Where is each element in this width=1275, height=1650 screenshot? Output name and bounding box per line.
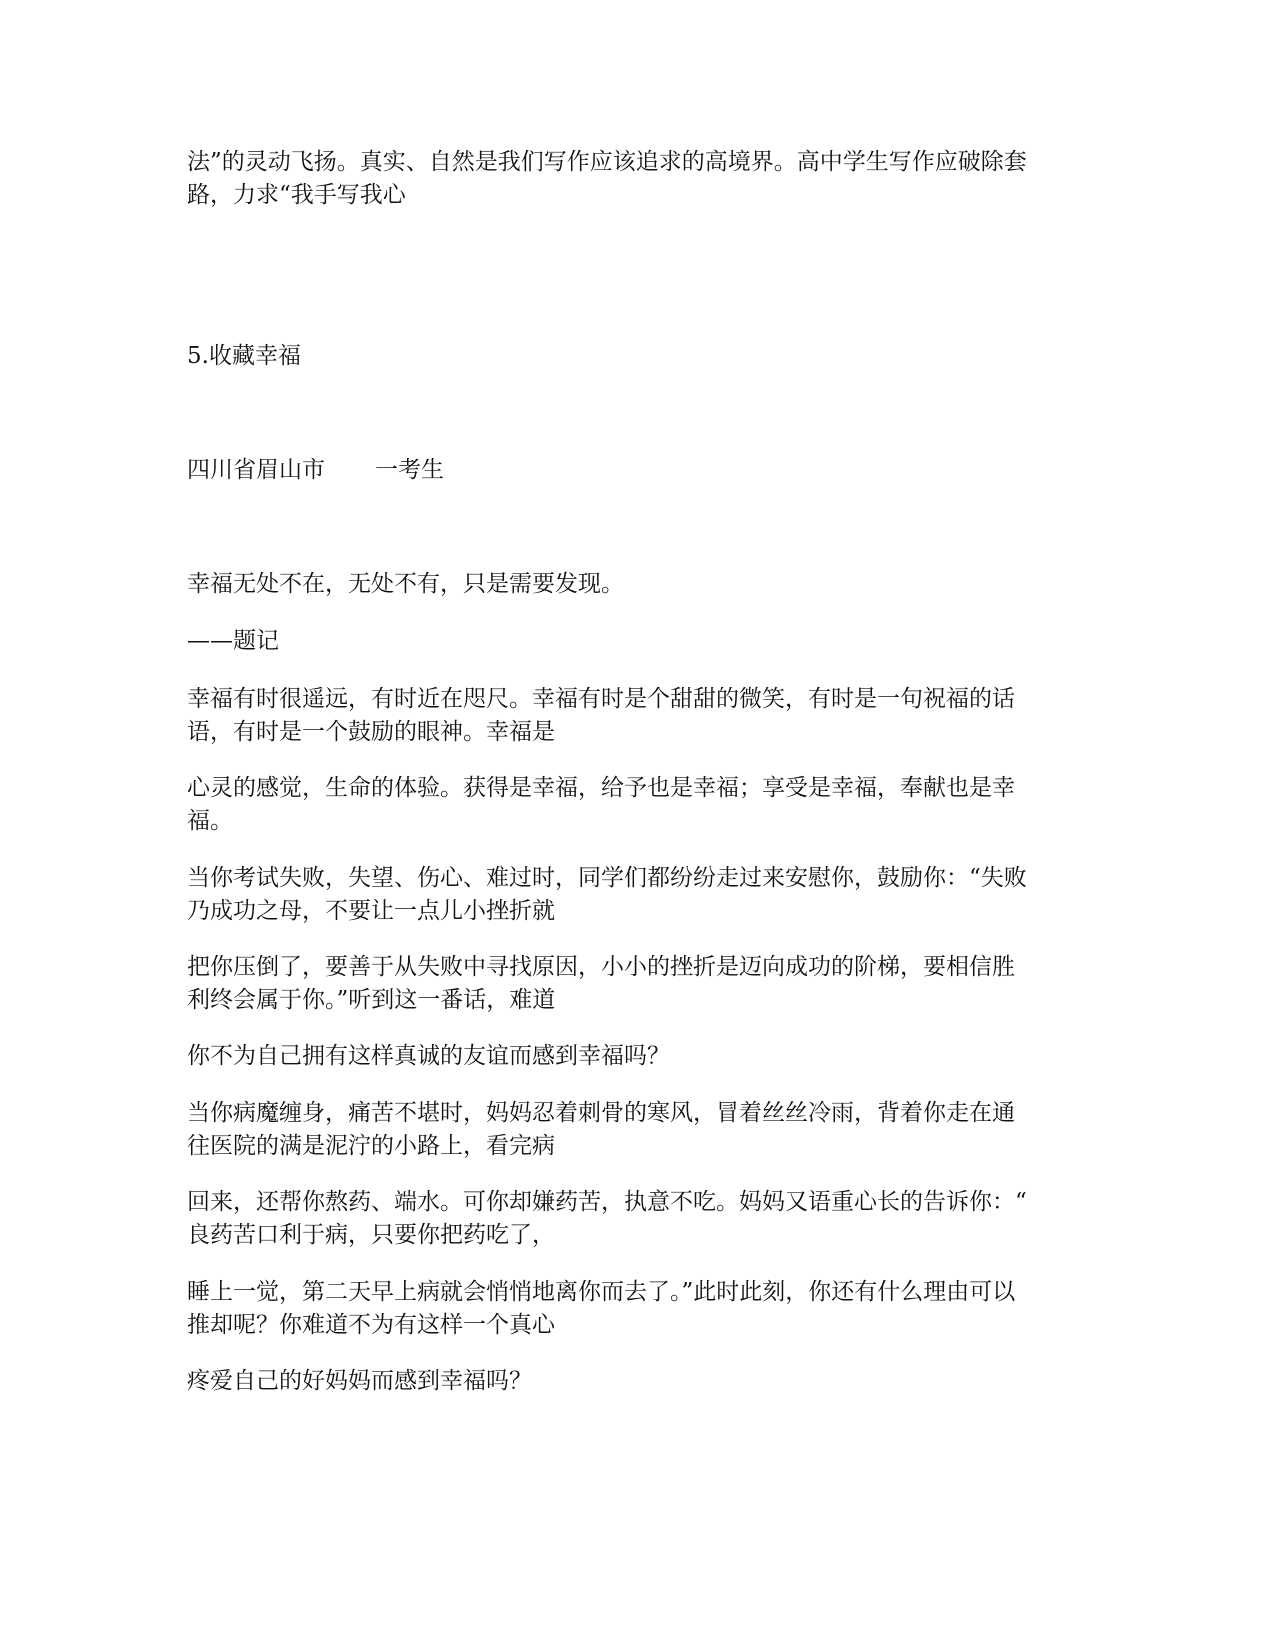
article-title-text: 5.收藏幸福 xyxy=(187,343,301,369)
body-paragraph xyxy=(187,683,1092,749)
author-name: 一考生 xyxy=(375,457,444,483)
intro-paragraph xyxy=(187,146,1092,212)
text-line: 路，力求“我手写我心 xyxy=(187,182,406,208)
body-paragraph xyxy=(187,1186,1092,1252)
author-line xyxy=(187,454,1092,487)
text-line: 利终会属于你。”听到这一番话，难道 xyxy=(187,987,556,1013)
text-line: 幸福有时很遥远，有时近在咫尺。幸福有时是个甜甜的微笑，有时是一句祝福的话 xyxy=(187,686,1015,712)
text-line: 当你考试失败，失望、伤心、难过时，同学们都纷纷走过来安慰你，鼓励你：“失败 xyxy=(187,865,1027,891)
text-line: 推却呢？你难道不为有这样一个真心 xyxy=(187,1312,555,1338)
text-line: 睡上一觉，第二天早上病就会悄悄地离你而去了。”此时此刻，你还有什么理由可以 xyxy=(187,1279,1016,1305)
body-paragraph xyxy=(187,1097,1092,1163)
epigraph-source xyxy=(187,625,1092,658)
epigraph-text: 幸福无处不在，无处不有，只是需要发现。 xyxy=(187,571,624,597)
body-paragraph xyxy=(187,772,1092,838)
text-line: 法”的灵动飞扬。真实、自然是我们写作应该追求的高境界。高中学生写作应破除套 xyxy=(187,149,1027,175)
body-paragraph xyxy=(187,1040,1092,1073)
text-line: 当你病魔缠身，痛苦不堪时，妈妈忍着刺骨的寒风，冒着丝丝冷雨，背着你走在通 xyxy=(187,1100,1015,1126)
text-line: 语，有时是一个鼓励的眼神。幸福是 xyxy=(187,719,555,745)
epigraph-source-text: ——题记 xyxy=(187,628,279,654)
article-title xyxy=(187,340,1092,373)
text-line: 乃成功之母，不要让一点儿小挫折就 xyxy=(187,898,555,924)
text-line: 疼爱自己的好妈妈而感到幸福吗？ xyxy=(187,1368,532,1394)
text-line: 回来，还帮你熬药、端水。可你却嫌药苦，执意不吃。妈妈又语重心长的告诉你：“ xyxy=(187,1189,1027,1215)
text-line: 良药苦口利于病，只要你把药吃了， xyxy=(187,1222,555,1248)
text-line: 往医院的满是泥泞的小路上，看完病 xyxy=(187,1133,555,1159)
body-paragraph xyxy=(187,951,1092,1017)
body-paragraph xyxy=(187,1276,1092,1342)
text-line: 你不为自己拥有这样真诚的友谊而感到幸福吗？ xyxy=(187,1043,670,1069)
text-line: 心灵的感觉，生命的体验。获得是幸福，给予也是幸福；享受是幸福，奉献也是幸 xyxy=(187,775,1015,801)
text-line: 把你压倒了，要善于从失败中寻找原因，小小的挫折是迈向成功的阶梯，要相信胜 xyxy=(187,954,1015,980)
author-place: 四川省眉山市 xyxy=(187,457,325,483)
epigraph xyxy=(187,568,1092,601)
body-paragraph xyxy=(187,862,1092,928)
body-paragraph xyxy=(187,1365,1092,1398)
text-line: 福。 xyxy=(187,808,233,834)
